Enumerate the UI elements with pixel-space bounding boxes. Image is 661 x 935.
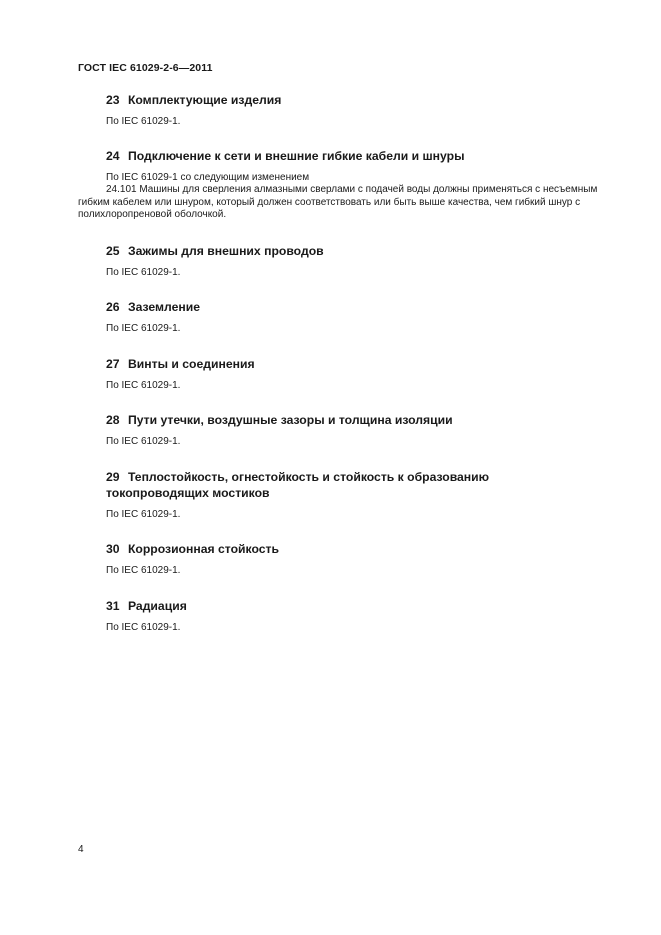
section-body	[78, 172, 618, 222]
section-heading	[78, 469, 546, 501]
section-number: 25	[106, 243, 120, 258]
section-body	[78, 116, 618, 129]
section-heading	[78, 299, 618, 315]
section-body	[78, 622, 618, 635]
section-title: Комплектующие изделия	[127, 93, 282, 107]
document-header: ГОСТ IEC 61029-2-6—2011	[78, 62, 213, 74]
section-body	[78, 436, 618, 449]
section-body	[78, 380, 618, 393]
section-body	[78, 565, 618, 578]
section-title: Теплостойкость, огнестойкость и стойкость к образованию токопроводящих мостиков	[106, 469, 490, 500]
section-heading	[78, 243, 618, 259]
section-30	[78, 541, 618, 578]
section-heading	[78, 412, 618, 428]
section-title: Подключение к сети и внешние гибкие кабели и шнуры	[127, 148, 465, 163]
paragraph: По IEC 61029-1.	[106, 379, 181, 391]
section-31	[78, 598, 618, 635]
section-title: Радиация	[127, 598, 187, 613]
paragraph: По IEC 61029-1.	[106, 266, 181, 278]
section-title: Винты и соединения	[127, 356, 255, 371]
section-27	[78, 356, 618, 393]
section-number: 23	[106, 93, 120, 107]
section-title: Заземление	[127, 300, 201, 314]
section-heading	[78, 356, 618, 372]
section-title: Коррозионная стойкость	[127, 542, 279, 556]
page-content	[78, 88, 618, 634]
section-number: 28	[106, 413, 120, 427]
section-24	[78, 148, 618, 222]
page-number: 4	[78, 844, 84, 855]
section-body	[78, 323, 618, 336]
section-body	[78, 267, 618, 280]
section-number: 26	[106, 300, 120, 314]
section-title: Пути утечки, воздушные зазоры и толщина изоляции	[127, 413, 453, 427]
paragraph: По IEC 61029-1.	[106, 508, 181, 520]
paragraph: По IEC 61029-1.	[106, 436, 181, 447]
section-number: 31	[106, 598, 120, 613]
section-23	[78, 92, 618, 129]
section-29	[78, 469, 618, 522]
paragraph: По IEC 61029-1 со следующим изменением	[106, 171, 310, 183]
paragraph: По IEC 61029-1.	[106, 621, 181, 633]
section-number: 30	[106, 542, 120, 556]
paragraph: 24.101 Машины для сверления алмазными сверлами с подачей воды должны применяться с несъемным гибким кабелем или шнуром, который должен соответствовать или быть выше качества, чем гибкий шнур с полихлоропреновой оболочкой.	[78, 184, 598, 220]
paragraph: По IEC 61029-1.	[106, 116, 181, 127]
section-number: 24	[106, 148, 120, 163]
section-heading	[78, 148, 618, 164]
section-body	[78, 509, 618, 522]
section-title: Зажимы для внешних проводов	[127, 243, 324, 258]
section-28	[78, 412, 618, 449]
section-heading	[78, 92, 618, 108]
section-heading	[78, 541, 618, 557]
section-heading	[78, 598, 618, 614]
section-25	[78, 243, 618, 280]
section-number: 29	[106, 469, 120, 484]
paragraph: По IEC 61029-1.	[106, 323, 181, 334]
section-26	[78, 299, 618, 336]
section-number: 27	[106, 356, 120, 371]
paragraph: По IEC 61029-1.	[106, 565, 181, 576]
